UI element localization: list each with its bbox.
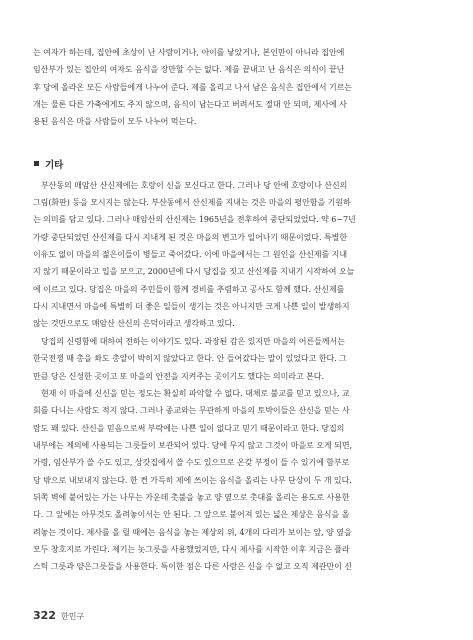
paragraph-ritual-food [33,44,445,131]
text-line: 후 당에 올라온 모든 사람들에게 나누어 준다. 제를 올리고 나서 남은 음식은 집안에서 기르는 [33,82,352,92]
square-bullet-icon [34,161,39,166]
text-line: 그림(화판) 등을 모시지는 않는다. 부산동에서 산신제를 지내는 것은 마을의 평안함을 기원하 [33,198,351,208]
text-line: 뒤쪽 벽에 붙어있는 가는 나무는 가운데 촛불을 놓고 양 옆으로 촛대를 올리는 용도로 사용한 [33,492,350,502]
text-line: 개는 물론 다른 가축에게도 주지 않으며, 음식이 남는다고 버려서도 절대 안 되며, 제사에 사 [33,100,347,110]
page-number: 322 [33,609,56,622]
paragraph-shrine-interior [33,385,445,576]
section-heading [33,155,445,173]
text-line: 내부에는 제의에 사용되는 그릇들이 보관되어 있다. 당에 무지 않고 그것이 마을로 오게 되면, [33,440,352,450]
text-line: 가령, 임산부가 쓸 수도 있고, 상갓집에서 쓸 수도 있으므로 온갖 부정이 들 수 있기에 함부로 [33,458,350,468]
text-line: 지 않기 때문이라고 입을 모으고, 2000년에 다시 당집을 짓고 산신제를 지내기 시작하여 오늘 [33,267,355,277]
page-footer [33,609,84,622]
text-line: 다시 지내면서 마을에 특별히 더 좋은 일들이 생기는 것은 아니지만 크게 나쁜 일이 발생하지 [33,302,350,312]
paragraph-shrine-legend [33,333,445,385]
text-line: 가량 중단되었던 산신제를 다시 지내게 된 것은 마을의 변고가 일어나기 때문이었다. 특별한 [33,232,347,242]
text-line: 람도 꽤 있다. 산신을 믿음으로써 부락에는 나쁜 일이 없다고 믿기 때문이라고 한다. 당집의 [33,423,345,433]
running-title: 한민구 [60,612,85,621]
text-line: 당집의 신령함에 대하여 전하는 이야기도 있다. 과장된 감은 있지만 마을의 어른들께서는 [41,336,345,346]
text-line: 는 여자가 하는데, 집안에 초상이 난 사람이거나, 아이를 낳았거나, 본인만이 아니라 집안에 [33,48,345,57]
text-line: 스틱 그릇과 양은그릇들을 사용한다. 특이한 점은 다른 사람은 신을 수 없고 오직 제관만이 신 [33,562,352,572]
text-line: 한국전쟁 때 총을 쏴도 총알이 박히지 않았다고 한다. 안 들어갔다는 말이 있었다고 한다. 그 [33,354,347,364]
section-heading-text: 기타 [45,159,64,171]
paragraph-mountain-god [33,177,445,333]
text-line: 용된 음식은 마을 사람들이 모두 나누어 먹는다. [33,117,197,127]
text-line: 회를 다니는 사람도 적지 않다. 그러나 종교와는 무관하게 마을의 토박이들은 산신을 믿는 사 [33,406,350,416]
text-line: 이유도 없이 마을의 젊은이들이 병들고 죽어갔다. 이에 마을에서는 그 원인을 산신제를 지내 [33,250,347,260]
text-line: 려놓는 것이다. 제사를 올 릴 때에는 음식을 놓는 제상의 위, 4개의 다리가 보이는 앞, 양 옆을 [33,527,352,537]
page-body [33,44,445,576]
text-line: 모두 창호지로 가린다. 제기는 놋그릇을 사용했었지만, 다시 제사를 시작한 이후 지금은 플라 [33,544,350,554]
text-line: 다. 그 앞에는 아무것도 올려놓이서는 안 된다. 그 앞으로 붙어져 있는 넓은 제상은 음식을 올 [33,510,350,520]
text-line: 현재 이 마을에 신신을 믿는 정도는 확실히 파악할 수 없다. 대체로 불교를 믿고 있으나, 교 [41,388,350,398]
text-line: 에 이르고 있다. 당집은 마을의 주민들이 함께 경비를 추렴하고 공사도 함께 했다. 산신제를 [33,284,345,294]
text-line: 만큼 당은 신성한 곳이고 또 마을의 안전을 지켜주는 곳이기도 했다는 의미라고 본다. [33,371,324,381]
text-line: 당 밖으로 내보내지 않는다. 한 켠 가득히 제에 쓰이는 음식을 올리는 나무 단상이 두 개 있다. [33,475,352,485]
text-line: 않는 것만으로도 매암산 산신의 은덕이라고 생각하고 있다. [33,319,235,329]
text-line: 는 의미를 담고 있다. 그러나 매암산의 산신제는 1965년을 전후하여 중단되었었다. 약 6~7년 [33,215,356,225]
text-line: 부산동의 매암산 산신제에는 호랑이 신을 모신다고 한다. 그러나 당 안에 호랑이나 산신의 [41,180,348,190]
text-line: 임산부가 있는 집안의 여자도 음식을 장만할 수는 없다. 제를 끝내고 난 음식은 의식이 끝난 [33,65,345,75]
